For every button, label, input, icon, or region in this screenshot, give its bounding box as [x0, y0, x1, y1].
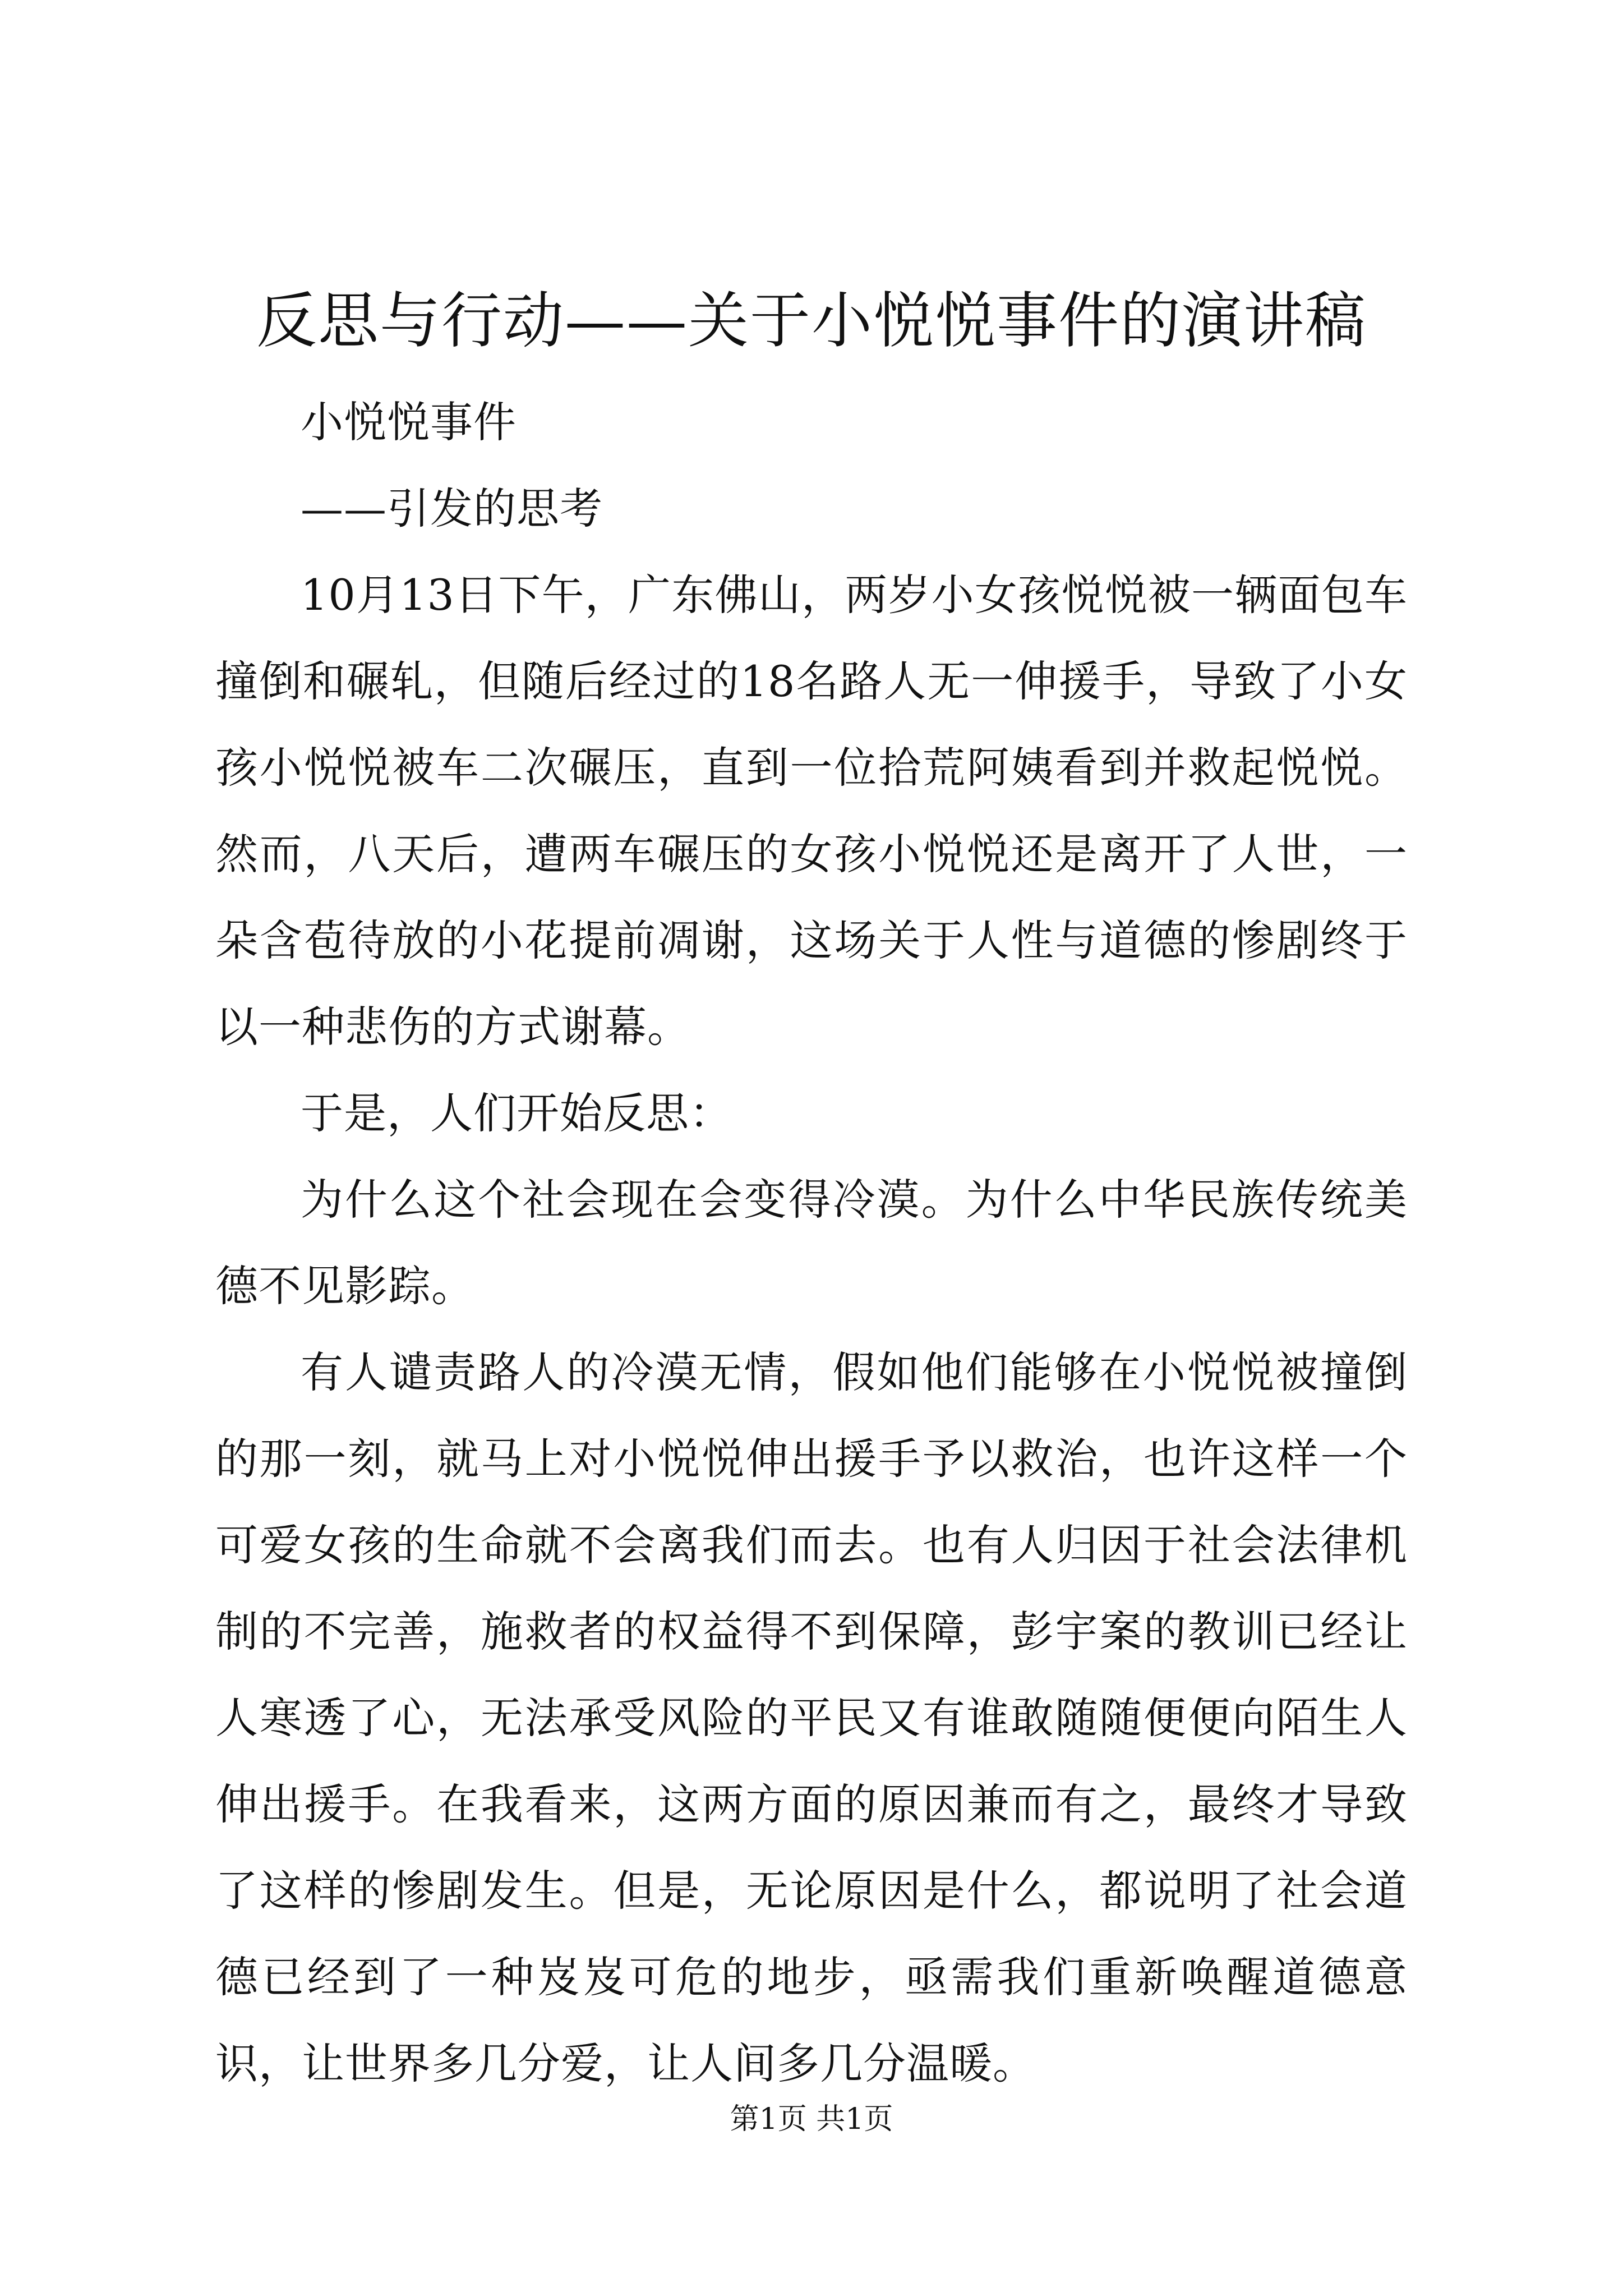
body-paragraph: 为什么这个社会现在会变得冷漠。为什么中华民族传统美德不见影踪。 [215, 1175, 1408, 1311]
document-title: 反思与行动——关于小悦悦事件的演讲稿 [256, 286, 1367, 356]
body-paragraph: 有人谴责路人的冷漠无情，假如他们能够在小悦悦被撞倒的那一刻，就马上对小悦悦伸出援手予以救治，也许这样一个可爱女孩的生命就不会离我们而去。也有人归因于社会法律机制的不完善，施救者的权益得不到保障，彭宇案的教训已经让人寒透了心，无法承受风险的平民又有谁敢随随便便向陌生人伸出援手。在我看来，这两方面的原因兼而有之，最终才导致了这样的惨剧发生。但是，无论原因是什么，都说明了社会道德已经到了一种岌岌可危的地步，亟需我们重新唤醒道德意识，让世界多几分爱，让人间多几分温暖。 [215, 1347, 1408, 2088]
body-paragraph: 10月13日下午，广东佛山，两岁小女孩悦悦被一辆面包车撞倒和碾轧，但随后经过的18名路人无一伸援手，导致了小女孩小悦悦被车二次碾压，直到一位拾荒阿姨看到并救起悦悦。然而，八天后，遭两车碾压的女孩小悦悦还是离开了人世，一朵含苞待放的小花提前凋谢，这场关于人性与道德的惨剧终于以一种悲伤的方式谢幕。 [215, 570, 1408, 1052]
body-paragraph: 小悦悦事件 [301, 397, 517, 447]
page-footer: 第1页 共1页 [730, 2102, 893, 2136]
body-paragraph: ——引发的思考 [301, 484, 603, 533]
document-body [215, 379, 1408, 2107]
body-paragraph: 于是，人们开始反思： [301, 1088, 732, 1138]
